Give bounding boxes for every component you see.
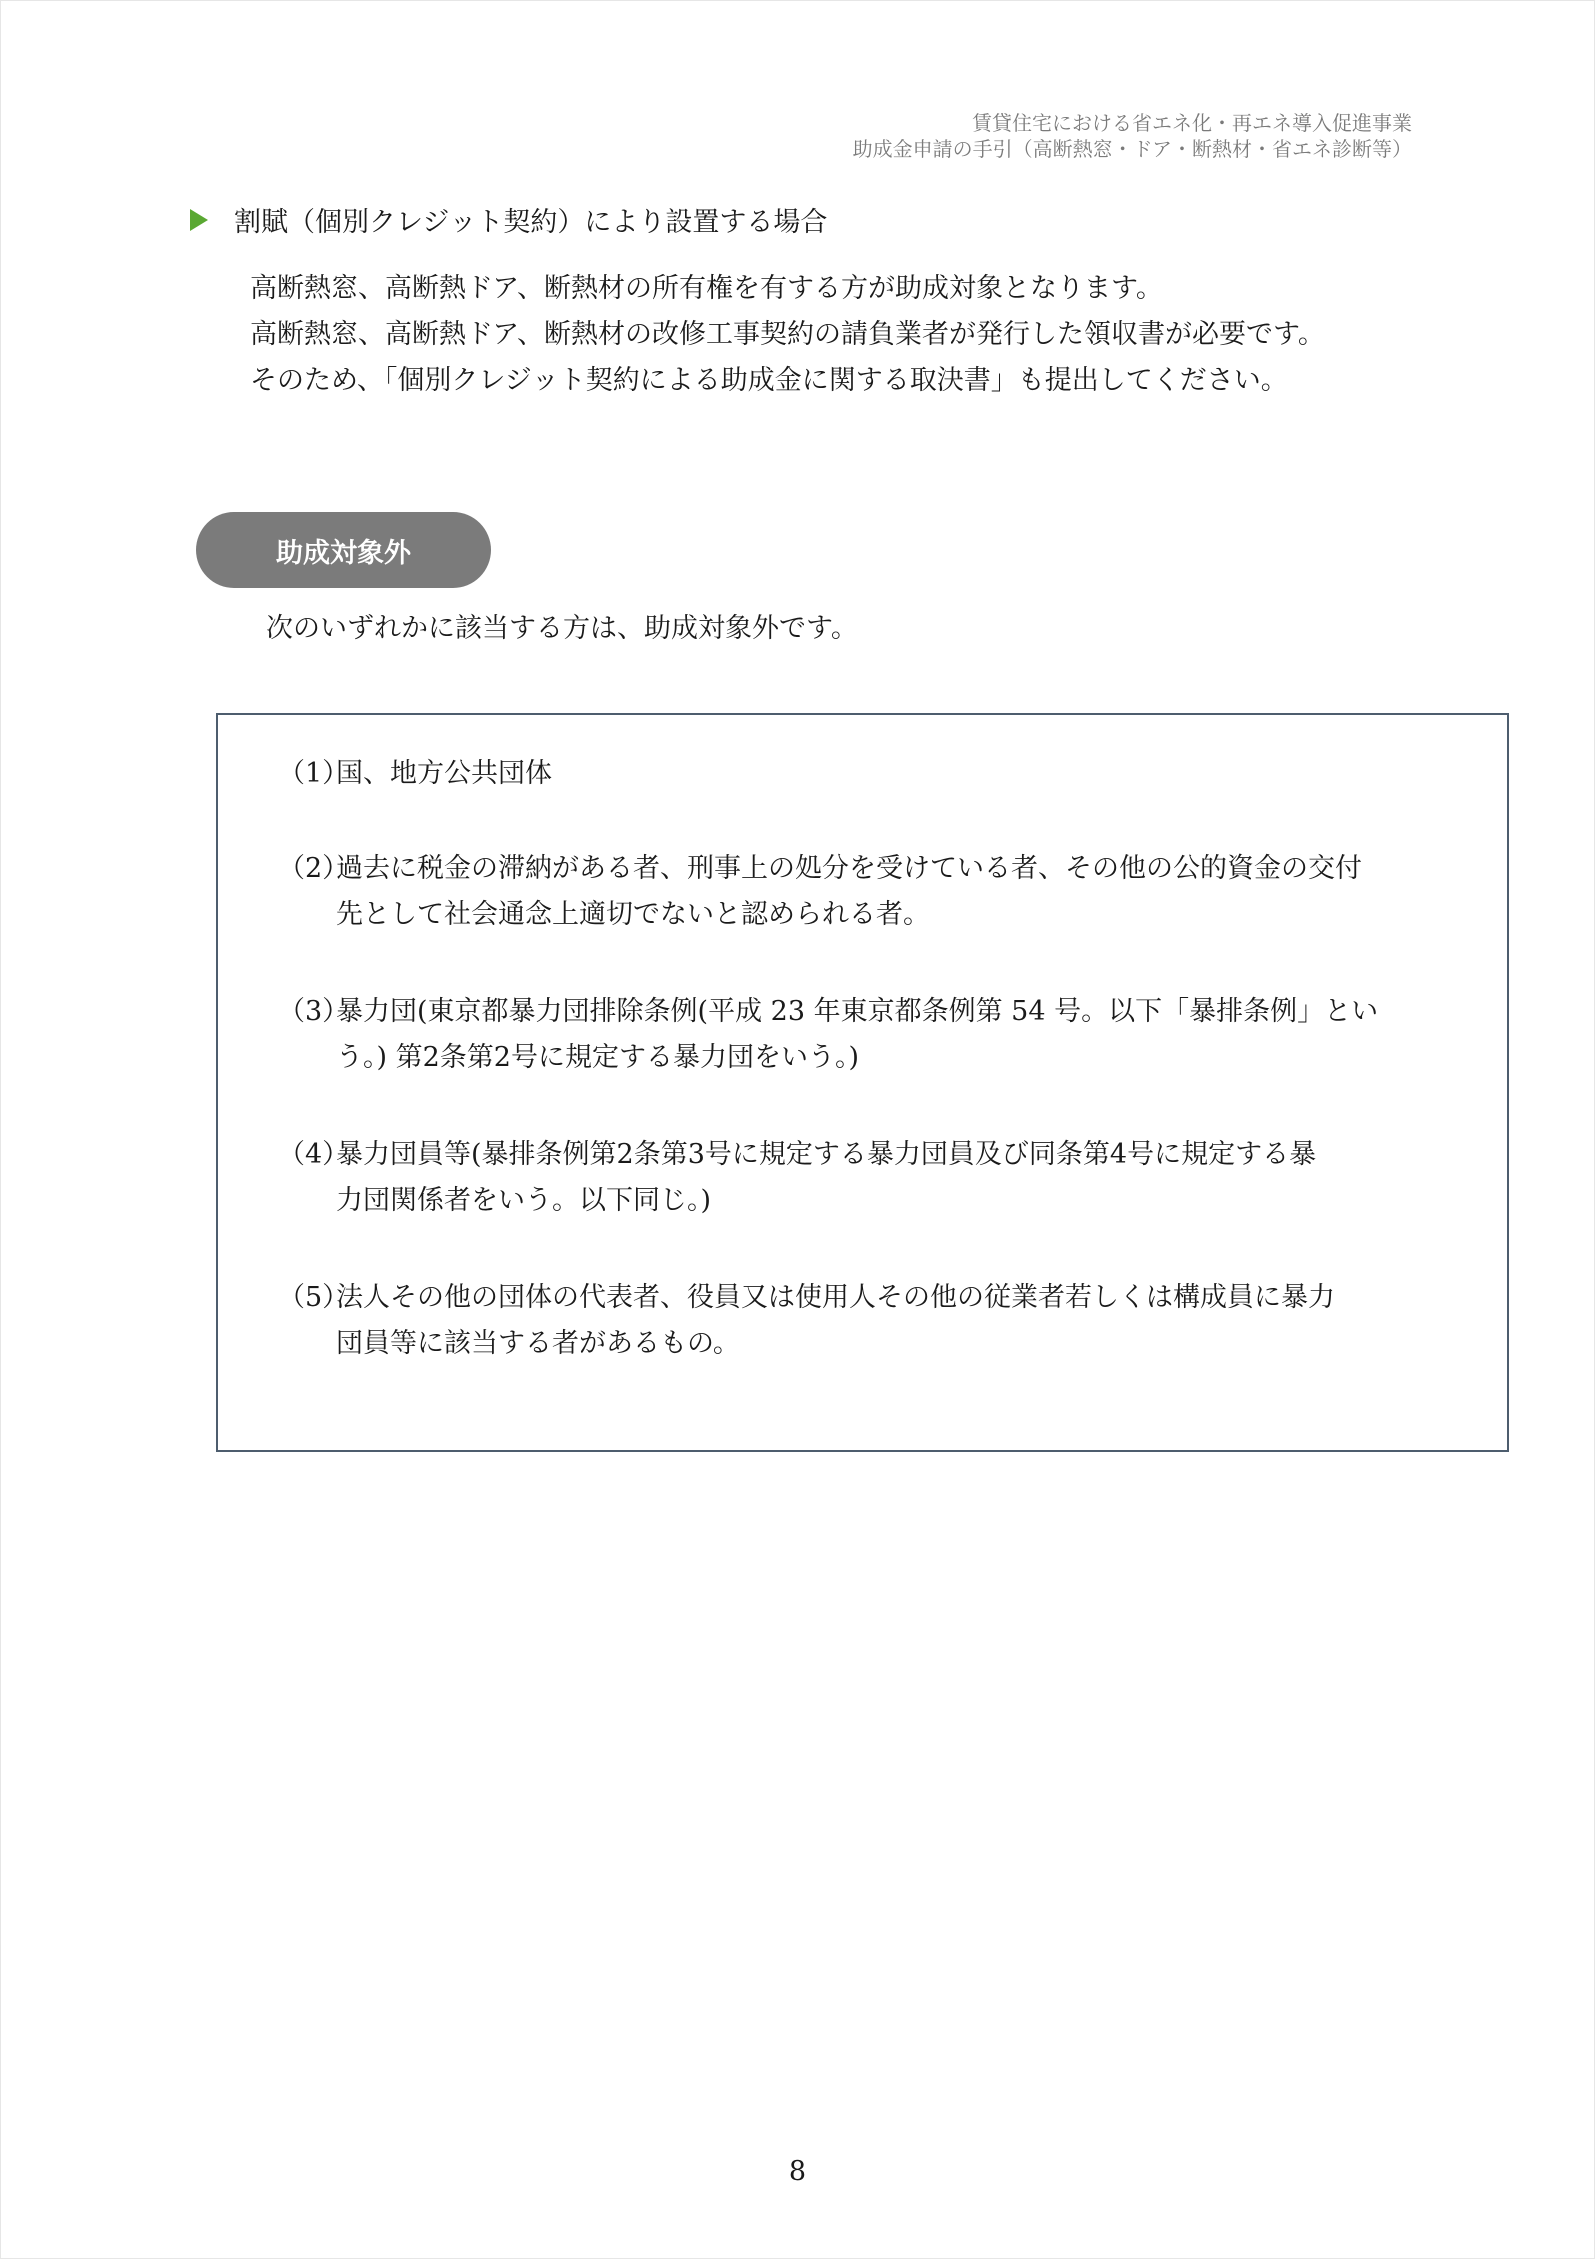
exclusion-list-box — [216, 713, 1509, 1452]
list-item — [278, 846, 1438, 938]
section-paragraph — [250, 266, 1325, 404]
section-heading-text: 割賦（個別クレジット契約）により設置する場合 — [234, 207, 828, 238]
list-item — [278, 989, 1438, 1081]
list-item — [278, 1275, 1438, 1367]
item-text: 暴力団(東京都暴力団排除条例(平成 23 年東京都条例第 54 号。以下「暴排条例」とい う。) 第2条第2号に規定する暴力団をいう。) — [336, 996, 1379, 1073]
page-number: 8 — [788, 2156, 807, 2187]
paragraph-line: 高断熱窓、高断熱ドア、断熱材の改修工事契約の請負業者が発行した領収書が必要です。 — [250, 319, 1325, 350]
exclusion-intro: 次のいずれかに該当する方は、助成対象外です。 — [266, 613, 858, 644]
item-text: 過去に税金の滞納がある者、刑事上の処分を受けている者、その他の公的資金の交付 先として社会通念上適切でないと認められる者。 — [336, 853, 1362, 930]
list-item — [278, 1132, 1438, 1224]
item-number: （3） — [278, 996, 350, 1027]
item-number: （2） — [278, 853, 350, 884]
section-heading — [190, 205, 827, 241]
item-number: （4） — [278, 1139, 350, 1170]
item-number: （1） — [278, 758, 350, 789]
header-line-1: 賃貸住宅における省エネ化・再エネ導入促進事業 — [972, 111, 1412, 135]
paragraph-line: そのため、「個別クレジット契約による助成金に関する取決書」も提出してください。 — [250, 365, 1288, 396]
item-number: （5） — [278, 1282, 350, 1313]
exclusion-label-pill: 助成対象外 — [196, 512, 491, 588]
item-text: 国、地方公共団体 — [336, 758, 552, 789]
triangle-bullet-icon — [190, 209, 208, 231]
item-text: 法人その他の団体の代表者、役員又は使用人その他の従業者若しくは構成員に暴力 団員等に該当する者があるもの。 — [336, 1282, 1335, 1359]
document-header — [853, 110, 1412, 162]
paragraph-line: 高断熱窓、高断熱ドア、断熱材の所有権を有する方が助成対象となります。 — [250, 273, 1163, 304]
item-text: 暴力団員等(暴排条例第2条第3号に規定する暴力団員及び同条第4号に規定する暴 力団関係者をいう。以下同じ。) — [336, 1139, 1317, 1216]
list-item — [278, 751, 1438, 797]
header-line-2: 助成金申請の手引（高断熱窓・ドア・断熱材・省エネ診断等） — [852, 137, 1412, 161]
